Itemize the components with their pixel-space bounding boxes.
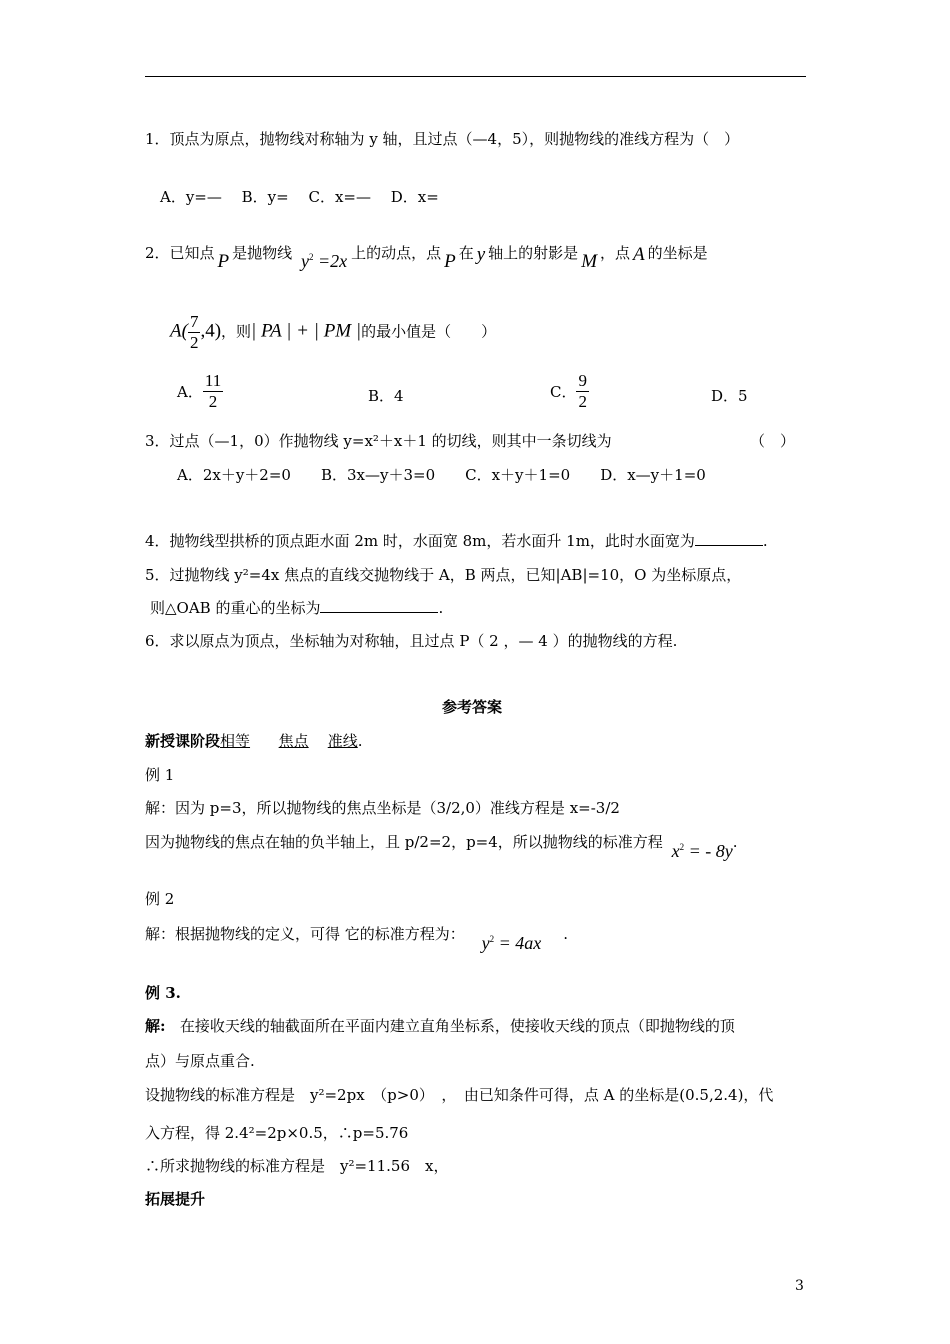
- header-rule: [145, 76, 806, 77]
- example-2-label: 例 2: [145, 890, 175, 908]
- answer-blank: [695, 531, 763, 546]
- example-1-line-2: 因为抛物线的焦点在轴的负半轴上，且 p/2=2，p=4，所以抛物线的标准方程 $x^2$ = - 8y.: [145, 833, 738, 861]
- example-2-line: 解：根据抛物线的定义，可得 它的标准方程为： $y^2 = 4ax$ .: [145, 925, 568, 953]
- example-3-line-4: 入方程，得 2.4²=2p×0.5，∴p=5.76: [145, 1124, 409, 1142]
- question-3-paren: （ ）: [750, 432, 796, 450]
- question-2-option-a: A． $\frac{11}{2}$: [177, 371, 222, 411]
- example-1-label: 例 1: [145, 766, 175, 784]
- question-1: 1．顶点为原点，抛物线对称轴为 y 轴，且过点（—4，5），则抛物线的准线方程为（ ）: [145, 130, 740, 148]
- answer-blank: [320, 598, 438, 613]
- question-5: 5．过抛物线 y²=4x 焦点的直线交抛物线于 A，B 两点，已知|AB|=10，O 为坐标原点，: [145, 566, 742, 584]
- question-2-option-b: B．4: [368, 387, 404, 405]
- question-6: 6．求以原点为顶点，坐标轴为对称轴，且过点 P（ 2 ，— 4 ）的抛物线的方程.: [145, 632, 678, 650]
- question-1-options: A．y=— B．y= C．x=— D．x=: [160, 188, 439, 206]
- question-4: 4．抛物线型拱桥的顶点距水面 2m 时，水面宽 8m，若水面升 1m，此时水面宽为 .: [145, 532, 768, 550]
- question-2-option-c: C． $\frac{9}{2}$: [550, 371, 587, 411]
- question-3: 3．过点（—1，0）作抛物线 y=x²＋x＋1 的切线，则其中一条切线为: [145, 432, 612, 450]
- page-number: 3: [795, 1278, 804, 1294]
- answers-title: 参考答案: [442, 698, 503, 716]
- new-lesson-answers: 新授课阶段相等 焦点 准线.: [145, 732, 363, 750]
- example-3-line-2: 点）与原点重合.: [145, 1052, 255, 1070]
- question-2-line-2: A( $\frac{7}{2}$ ,4)，则| PA | + | PM |的最小值是（ ）: [170, 312, 497, 352]
- example-3-label: 例 3.: [145, 984, 181, 1002]
- question-5-line-2: 则△OAB 的重心的坐标为 .: [150, 599, 444, 617]
- question-2-option-d: D．5: [711, 387, 748, 405]
- extension-heading: 拓展提升: [145, 1190, 206, 1208]
- example-3-line-1: 解: 在接收天线的轴截面所在平面内建立直角坐标系，使接收天线的顶点（即抛物线的顶: [145, 1017, 735, 1035]
- question-2-line-1: 2．已知点 P 是抛物线 $y^2 =2x$ 上的动点，点 P 在 y 轴上的射影是 M ，点 A 的坐标是: [145, 244, 708, 272]
- example-3-line-3: 设抛物线的标准方程是 y²=2px （p>0） ， 由已知条件可得，点 A 的坐标是(0.5,2.4)，代: [145, 1086, 774, 1104]
- question-3-options: A．2x＋y＋2=0 B．3x—y＋3=0 C．x＋y＋1=0 D．x—y＋1=0: [177, 466, 706, 484]
- example-1-line-1: 解：因为 p=3，所以抛物线的焦点坐标是（3/2,0）准线方程是 x=-3/2: [145, 799, 620, 817]
- example-3-line-5: ∴所求抛物线的标准方程是 y²=11.56 x，: [145, 1157, 449, 1175]
